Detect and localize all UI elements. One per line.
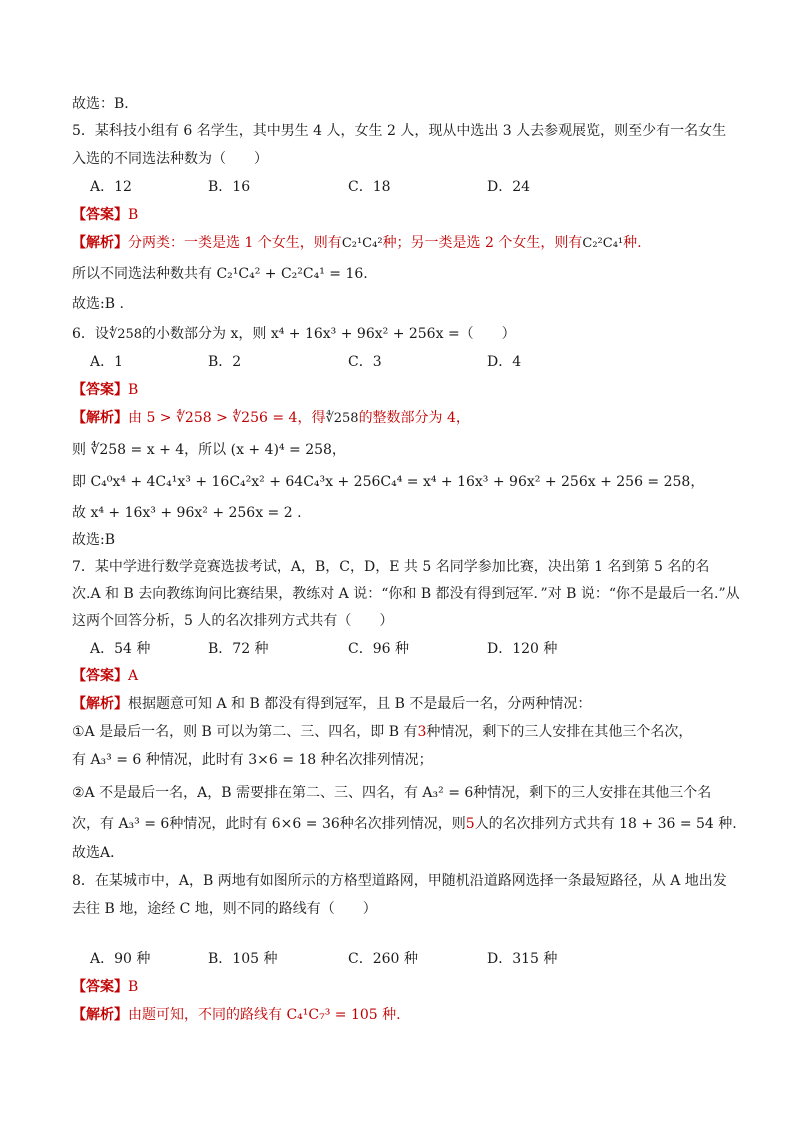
q8-analysis-line-1: 【解析】由题可知，不同的路线有 C₄¹C₇³ = 105 种. [72,1007,401,1023]
q5-option-c: C．18 [348,179,391,195]
q5-option-b: B．16 [208,179,251,195]
q5-conclusion: 故选:B . [72,296,124,312]
analysis-tag: 【解析】 [72,235,128,251]
q8-stem-line-1: 8．在某城市中，A，B 两地有如图所示的方格型道路网，甲随机沿道路网选择一条最短路径，从 A 地出发 [72,873,727,889]
answer-tag: 【答案】 [72,668,128,684]
q6-analysis-line-1: 【解析】由 5 > ∜258 > ∜256 = 4，得∜258的整数部分为 4， [72,410,470,426]
q7-option-a: A．54 种 [90,641,151,657]
answer-tag: 【答案】 [72,382,128,398]
q6-option-a: A．1 [90,354,124,370]
q8-option-d: D．315 种 [487,951,558,967]
answer-value: B [128,979,139,995]
q8-stem-line-2: 去往 B 地，途经 C 地，则不同的路线有（ ） [72,901,377,917]
q8-answer-line [72,977,138,997]
q6-option-d: D．4 [487,354,522,370]
analysis-tag: 【解析】 [72,1007,128,1023]
q7-stem-line-1: 7．某中学进行数学竞赛选拔考试，A，B，C，D，E 共 5 名同学参加比赛，决出第 1 名到第 5 名的名 [72,559,710,575]
analysis-tag: 【解析】 [72,696,128,712]
q6-analysis-line-2: 则 ∜258 = x + 4，所以 (x + 4)⁴ = 258， [72,442,346,458]
q7-analysis-line-1: 【解析】根据题意可知 A 和 B 都没有得到冠军，且 B 不是最后一名，分两种情况： [72,696,592,712]
q6-analysis-line-3: 即 C₄⁰x⁴ + 4C₄¹x³ + 16C₄²x² + 64C₄³x + 256C₄⁴ = x⁴ + 16x³ + 96x² + 256x + 256 = 258， [72,474,705,490]
q5-answer-line [72,205,138,225]
q8-option-c: C．260 种 [348,951,418,967]
q7-analysis-line-5: 次，有 A₃³ = 6种情况，此时有 6×6 = 36种名次排列情况，则5人的名次排列方式共有 18 + 36 = 54 种. [72,816,737,832]
q5-analysis-line-1: 【解析】分两类：一类是选 1 个女生，则有C₂¹C₄²种；另一类是选 2 个女生，则有C₂²C₄¹种. [72,235,642,251]
q5-option-a: A．12 [90,179,132,195]
q7-option-b: B．72 种 [208,641,269,657]
q5-option-d: D．24 [487,179,531,195]
answer-tag: 【答案】 [72,207,128,223]
q5-stem-line-1: 5．某科技小组有 6 名学生，其中男生 4 人，女生 2 人，现从中选出 3 人去参观展览，则至少有一名女生 [72,123,727,139]
answer-value: A [128,668,139,684]
q6-stem: 6．设∜258的小数部分为 x，则 x⁴ + 16x³ + 96x² + 256x =（ ） [72,326,516,342]
q7-stem-line-3: 这两个回答分析，5 人的名次排列方式共有（ ） [72,613,394,629]
answer-value: B [128,382,139,398]
q6-option-b: B．2 [208,354,242,370]
q6-option-c: C．3 [348,354,382,370]
q8-option-a: A．90 种 [90,951,151,967]
q7-analysis-line-2: ①A 是最后一名，则 B 可以为第二、三、四名，即 B 有3种情况，剩下的三人安排在其他三个名次， [72,724,693,740]
q7-stem-line-2: 次.A 和 B 去向教练询问比赛结果，教练对 A 说：“你和 B 都没有得到冠军．”对 B 说：“你不是最后一名.”从 [72,586,740,602]
q7-answer-line [72,666,138,686]
q6-conclusion: 故选:B [72,532,116,548]
q8-option-b: B．105 种 [208,951,278,967]
answer-value: B [128,207,139,223]
q7-conclusion: 故选A． [72,845,125,861]
analysis-tag: 【解析】 [72,410,128,426]
q6-analysis-line-4: 故 x⁴ + 16x³ + 96x² + 256x = 2 . [72,505,302,521]
q7-analysis-line-4: ②A 不是最后一名，A，B 需要排在第二、三、四名，有 A₃² = 6种情况，剩下的三人安排在其他三个名 [72,785,712,801]
answer-tag: 【答案】 [72,979,128,995]
q7-analysis-line-3: 有 A₃³ = 6 种情况，此时有 3×6 = 18 种名次排列情况； [72,752,433,768]
q7-option-d: D．120 种 [487,641,558,657]
q5-stem-line-2: 入选的不同选法种数为（ ） [72,151,268,167]
q4-conclusion: 故选：B. [72,96,129,112]
q7-option-c: C．96 种 [348,641,409,657]
q6-answer-line [72,380,138,400]
q5-analysis-line-2: 所以不同选法种数共有 C₂¹C₄² + C₂²C₄¹ = 16. [72,266,368,282]
